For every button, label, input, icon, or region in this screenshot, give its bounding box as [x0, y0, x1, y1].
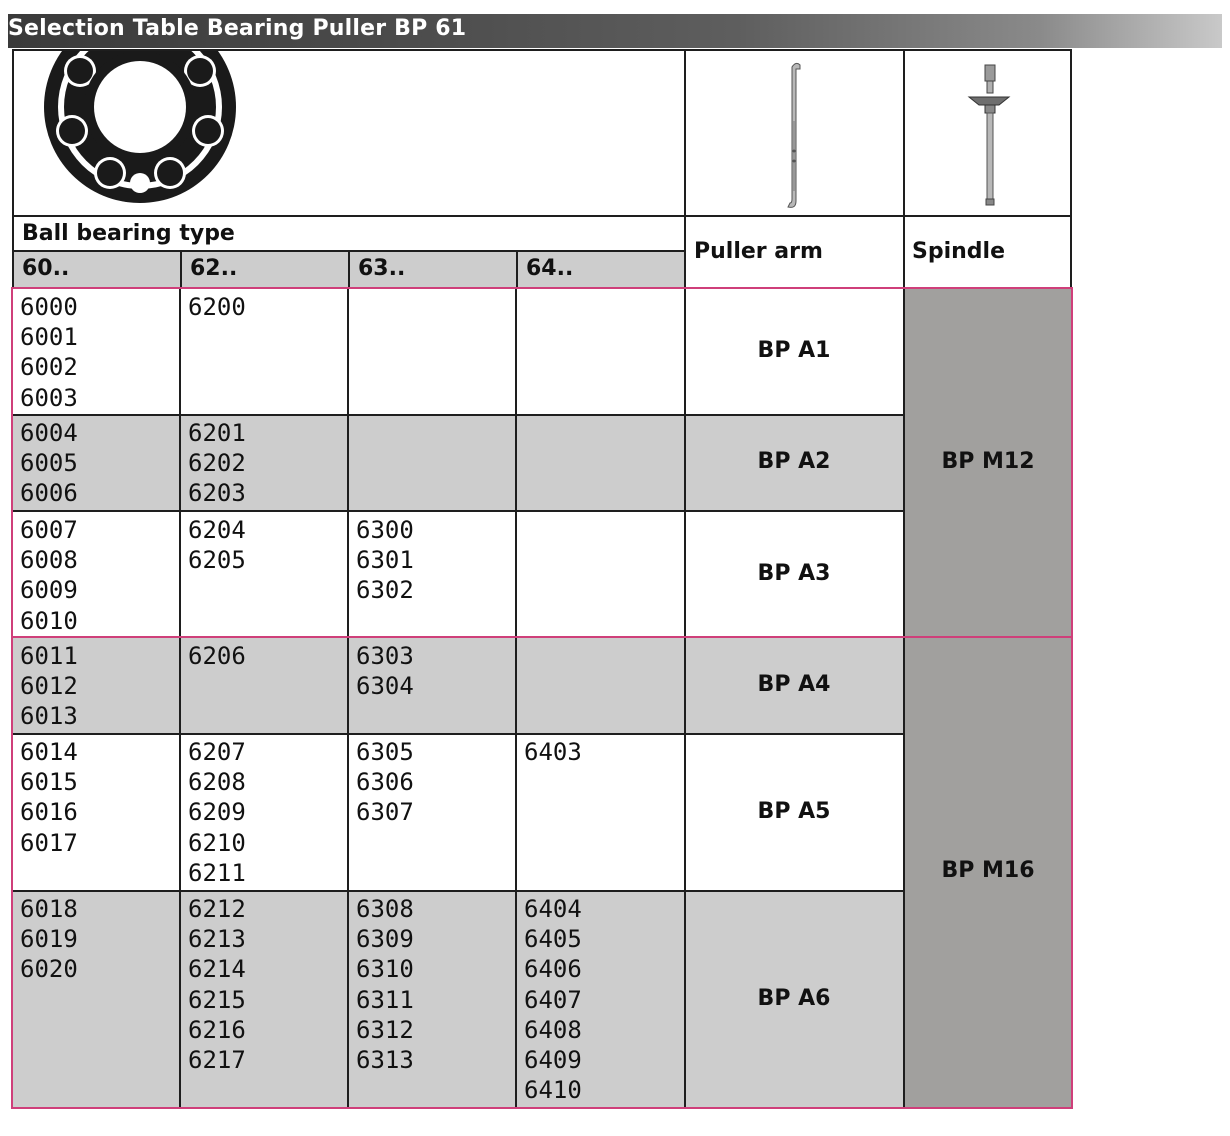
spindle-cell-m12	[905, 289, 1071, 637]
puller-arm-header	[684, 215, 905, 289]
cell-62: 6200	[188, 293, 246, 321]
puller-arm-label: Puller arm	[694, 239, 823, 264]
puller-arm-cell: BP A3	[757, 561, 831, 586]
bearing-image-cell	[12, 49, 686, 217]
cell-63: 6308 6309 6310 6311 6312 6313	[356, 895, 414, 1075]
puller-arm-cell: BP A1	[757, 338, 831, 363]
col-header-64: 64..	[516, 250, 686, 289]
cell-60: 6014 6015 6016 6017	[20, 738, 78, 857]
cell-60: 6000 6001 6002 6003	[20, 293, 78, 412]
col-header-60: 60..	[12, 250, 182, 289]
cell-63: 6300 6301 6302	[356, 516, 414, 605]
ball-bearing-type-header	[12, 215, 686, 252]
spindle-header	[903, 215, 1072, 289]
puller-arm-cell: BP A4	[757, 672, 831, 697]
puller-arm-cell: BP A6	[757, 986, 831, 1011]
ball-bearing-type-label: Ball bearing type	[22, 221, 235, 246]
cell-60: 6007 6008 6009 6010	[20, 516, 78, 635]
cell-60: 6018 6019 6020	[20, 895, 78, 984]
spindle-label: Spindle	[912, 239, 1006, 264]
cell-63: 6303 6304	[356, 642, 414, 701]
cell-60: 6004 6005 6006	[20, 419, 78, 508]
spindle-cell-m16	[905, 637, 1071, 1108]
cell-62: 6204 6205	[188, 516, 246, 575]
title-bar	[8, 14, 1222, 48]
spindle-label-m12: BP M12	[941, 449, 1035, 474]
cell-62: 6207 6208 6209 6210 6211	[188, 738, 246, 887]
spindle-icon	[959, 61, 1019, 211]
spindle-label-m16: BP M16	[941, 858, 1035, 883]
spindle-image-cell	[903, 49, 1072, 217]
ball-bearing-icon	[40, 51, 240, 211]
puller-arm-icon	[776, 61, 816, 211]
cell-62: 6212 6213 6214 6215 6216 6217	[188, 895, 246, 1075]
cell-62: 6201 6202 6203	[188, 419, 246, 508]
cell-63: 6305 6306 6307	[356, 738, 414, 827]
page-title: Selection Table Bearing Puller BP 61	[8, 16, 467, 41]
cell-64: 6404 6405 6406 6407 6408 6409 6410	[524, 895, 582, 1105]
cell-64: 6403	[524, 738, 582, 766]
puller-arm-cell: BP A5	[757, 799, 831, 824]
puller-arm-cell: BP A2	[757, 449, 831, 474]
cell-60: 6011 6012 6013	[20, 642, 78, 731]
col-header-63: 63..	[348, 250, 518, 289]
cell-62: 6206	[188, 642, 246, 670]
puller-arm-image-cell	[684, 49, 905, 217]
col-header-62: 62..	[180, 250, 350, 289]
